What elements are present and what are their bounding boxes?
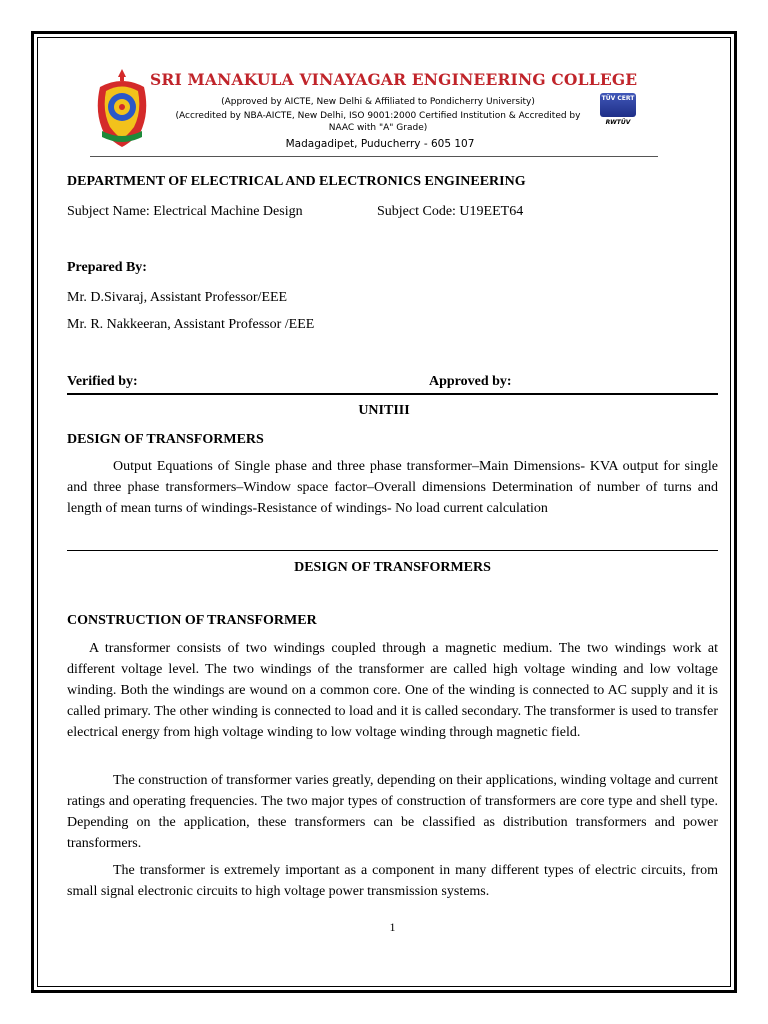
unit-label: UNITIII	[358, 403, 410, 418]
prepared-by-heading: Prepared By:	[67, 260, 147, 275]
body-paragraph-1: A transformer consists of two windings coupled through a magnetic medium. The two windings work at different voltage level. The two windings of the transformer are called high voltage winding and low voltage winding. Both the windings are wound on a common core. One of the winding is connected to AC supply and it is called primary. The other winding is connected to load and it is called secondary. The transformer is used to transfer electrical energy from high voltage winding to low voltage winding through magnetic field.	[67, 641, 718, 740]
preparer-1: Mr. D.Sivaraj, Assistant Professor/EEE	[67, 290, 288, 305]
subject-code: Subject Code: U19EET64	[377, 204, 524, 219]
body-paragraph-2: The construction of transformer varies greatly, depending on their applications, winding voltage and current ratings and operating frequencies. The two major types of construction of transformers are core type and shell type. Depending on the application, these transformers can be classified as distribution transformers and power transformers.	[67, 773, 718, 851]
approved-by-label: Approved by:	[429, 374, 512, 389]
subject-name: Subject Name: Electrical Machine Design	[67, 204, 303, 219]
department-title: DEPARTMENT OF ELECTRICAL AND ELECTRONICS ENGINEERING	[67, 174, 526, 189]
section-title: DESIGN OF TRANSFORMERS	[294, 560, 491, 575]
syllabus-paragraph: Output Equations of Single phase and three phase transformer–Main Dimensions- KVA output for single and three phase transformers–Window space factor–Overall dimensions Determination of number of turns and length of mean turns of windings-Resistance of windings- No load current calculation	[67, 459, 718, 516]
unit-title: DESIGN OF TRANSFORMERS	[67, 432, 264, 447]
header-divider	[90, 156, 658, 157]
verified-by-label: Verified by:	[67, 374, 138, 389]
construction-heading: CONSTRUCTION OF TRANSFORMER	[67, 613, 317, 628]
preparer-2: Mr. R. Nakkeeran, Assistant Professor /EEE	[67, 317, 315, 332]
body-paragraph-3: The transformer is extremely important as a component in many different types of electric circuits, from small signal electronic circuits to high voltage power transmission systems.	[67, 863, 718, 899]
approval-text: (Approved by AICTE, New Delhi & Affiliated to Pondicherry University)	[221, 97, 535, 107]
page-number: 1	[389, 920, 396, 934]
signature-divider	[67, 393, 718, 395]
certification-caption: RWTÜV	[605, 119, 631, 126]
college-address: Madagadipet, Puducherry - 605 107	[285, 138, 475, 150]
college-logo-icon	[90, 67, 154, 149]
certification-badge-icon: TÜV CERT	[600, 93, 636, 117]
college-name: SRI MANAKULA VINAYAGAR ENGINEERING COLLEGE	[150, 70, 638, 89]
accreditation-text: (Accredited by NBA-AICTE, New Delhi, ISO 9001:2000 Certified Institution & Accredited by NAAC with "A" Grade)	[175, 111, 581, 133]
section-divider	[67, 550, 718, 551]
